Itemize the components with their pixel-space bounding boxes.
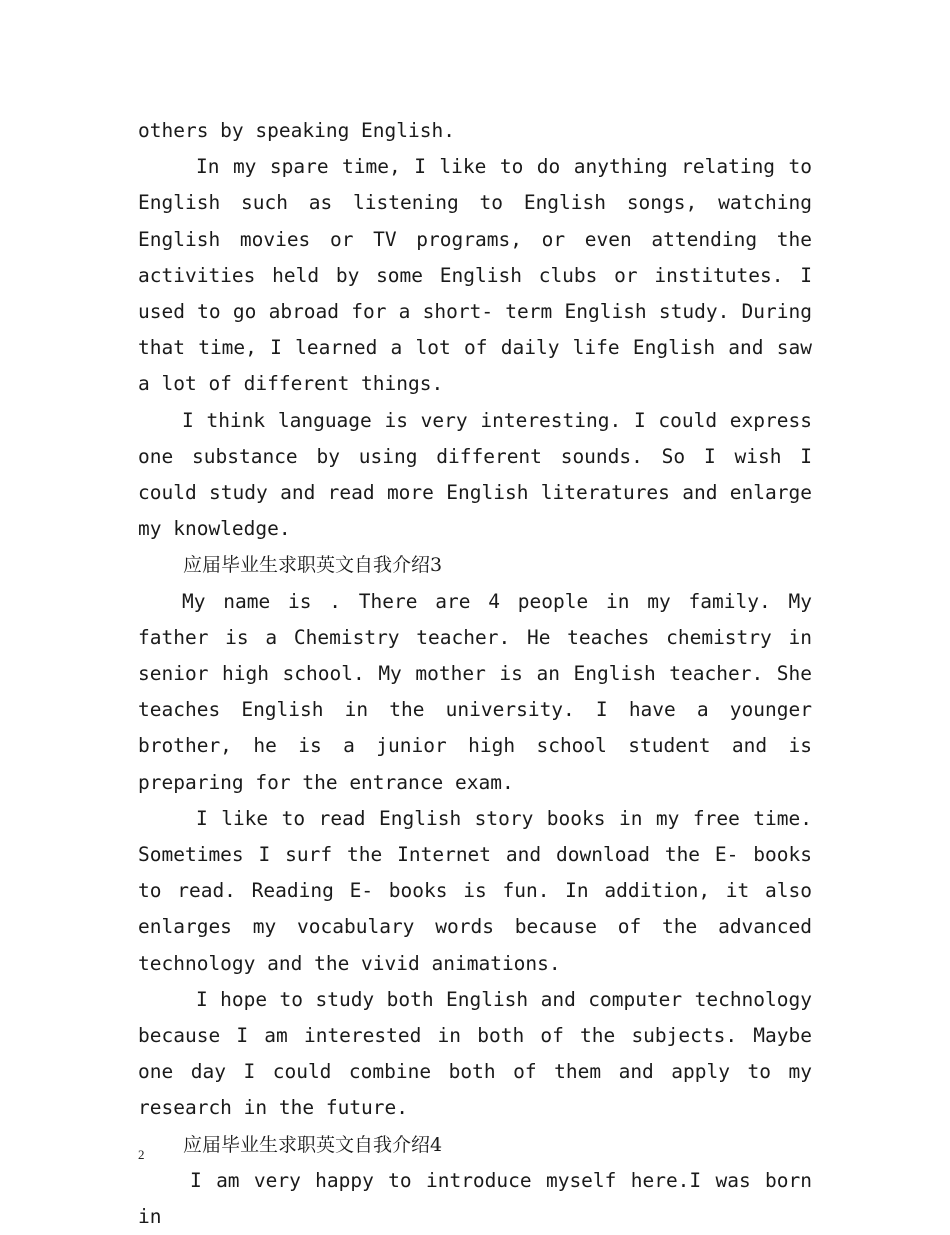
section-heading: 应届毕业生求职英文自我介绍4 xyxy=(183,1133,443,1156)
paragraph: I am very happy to introduce myself here.I was born in xyxy=(138,1168,812,1229)
paragraph: In my spare time, I like to do anything relating to English such as listening to English songs, watching English movies or TV programs, or even attending the activities held by some English clubs or institutes. I used to go abroad for a short- term English study. During that time, I learned a lot of daily life English and saw a lot of different things. xyxy=(138,155,812,396)
page-number: 2 xyxy=(138,1147,145,1162)
paragraph: I think language is very interesting. I could express one substance by using different sounds. So I wish I could study and read more English literatures and enlarge my knowledge. xyxy=(138,408,812,541)
paragraph: I like to read English story books in my free time. Sometimes I surf the Internet and download the E- books to read. Reading E- books is fun. In addition, it also enlarges my vocabulary words because of the advanced technology and the vivid animations. xyxy=(138,806,812,975)
document-body xyxy=(138,113,812,1235)
paragraph: My name is . There are 4 people in my family. My father is a Chemistry teacher. He teaches chemistry in senior high school. My mother is an English teacher. She teaches English in the university. I have a younger brother, he is a junior high school student and is preparing for the entrance exam. xyxy=(138,589,812,794)
paragraph: I hope to study both English and computer technology because I am interested in both of the subjects. Maybe one day I could combine both of them and apply to my research in the future. xyxy=(138,987,812,1120)
section-heading: 应届毕业生求职英文自我介绍3 xyxy=(183,554,443,577)
paragraph: others by speaking English. xyxy=(138,119,455,142)
